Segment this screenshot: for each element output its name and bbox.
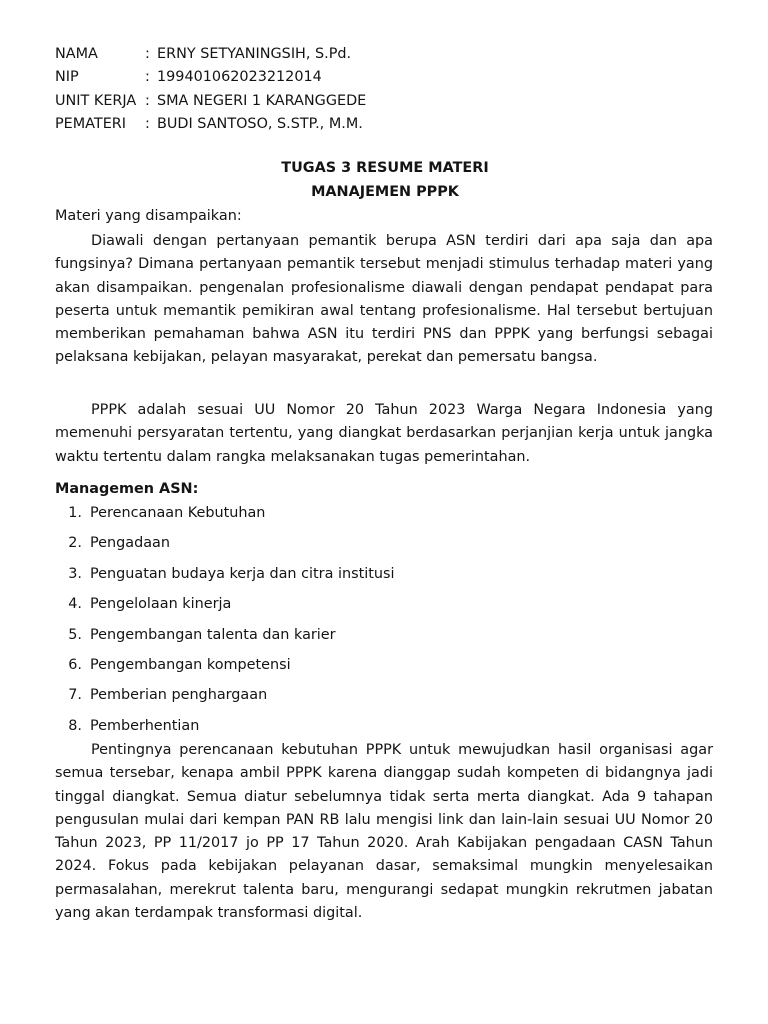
header-value: ERNY SETYANINGSIH, S.Pd. <box>157 46 352 62</box>
list-item <box>55 593 713 623</box>
list-item <box>55 654 713 684</box>
list-item <box>55 563 713 593</box>
list-item-text: Perencanaan Kebutuhan <box>90 505 266 521</box>
list-item-text: Pemberhentian <box>90 717 200 734</box>
paragraph-3: Pentingnya perencanaan kebutuhan PPPK untuk mewujudkan hasil organisasi agar semua tersebar, kenapa ambil PPPK karena dianggap sudah kompeten di bidangnya jadi tinggal diangkat. Semua diatur sebelumnya tidak serta merta diangkat. Ada 9 tahapan pengusulan mulai dari kempan PAN RB lalu mengisi link dan lain-lain sesuai UU Nomor 20 Tahun 2023, PP 11/2017 jo PP 17 Tahun 2020. Arah Kabijakan pengadaan CASN Tahun 2024. Fokus pada kebijakan pelayanan dasar, semaksimal mungkin menyelesaikan permasalahan, merekrut talenta baru, mengurangi sedapat mungkin rekrutmen jabatan yang akan terdampak transformasi digital. <box>55 742 713 922</box>
header-row-nama <box>55 43 715 66</box>
list-item-text: Pengadaan <box>90 535 170 552</box>
list-item-number: 4. <box>68 596 82 613</box>
list-item-text: Pengembangan talenta dan karier <box>90 626 336 643</box>
document-title <box>55 157 715 204</box>
paragraph-2: PPPK adalah sesuai UU Nomor 20 Tahun 2023 Warga Negara Indonesia yang memenuhi persyaratan tertentu, yang diangkat berdasarkan perjanjian kerja untuk jangka waktu tertentu dalam rangka melaksanakan tugas pemerintahan. <box>55 402 713 465</box>
header-value: SMA NEGERI 1 KARANGGEDE <box>157 92 367 109</box>
section-heading: Managemen ASN: <box>55 481 199 497</box>
header-separator: : <box>145 92 150 109</box>
header-label: NAMA <box>55 46 98 62</box>
title-line-2: MANAJEMEN PPPK <box>311 183 459 200</box>
list-item-number: 2. <box>68 535 82 552</box>
list-item-text: Pemberian penghargaan <box>90 687 268 704</box>
header-row-pemateri <box>55 113 715 136</box>
list-item <box>55 502 713 532</box>
list-item-number: 5. <box>68 626 82 643</box>
header-value: BUDI SANTOSO, S.STP., M.M. <box>157 115 363 132</box>
list-item <box>55 624 713 654</box>
list-item-number: 8. <box>68 717 82 734</box>
header-row-nip <box>55 66 715 89</box>
list-item-number: 3. <box>68 565 82 582</box>
list-item-number: 1. <box>68 505 82 521</box>
title-line-1: TUGAS 3 RESUME MATERI <box>281 160 489 176</box>
header-separator: : <box>145 46 150 62</box>
list-item-text: Penguatan budaya kerja dan citra institusi <box>90 565 395 582</box>
header-label: NIP <box>55 69 79 86</box>
list-item-number: 7. <box>68 687 82 704</box>
list-item <box>55 532 713 562</box>
list-item-text: Pengelolaan kinerja <box>90 596 232 613</box>
intro-text: Materi yang disampaikan: <box>55 208 242 224</box>
list-item <box>55 684 713 714</box>
list-item-number: 6. <box>68 656 82 673</box>
header-separator: : <box>145 69 150 86</box>
identity-header <box>55 43 715 136</box>
header-row-unit-kerja <box>55 90 715 113</box>
header-label: UNIT KERJA <box>55 92 137 109</box>
header-label: PEMATERI <box>55 115 127 132</box>
managemen-asn-list <box>55 502 713 745</box>
header-value: 199401062023212014 <box>157 69 322 86</box>
list-item-text: Pengembangan kompetensi <box>90 656 291 673</box>
paragraph-1: Diawali dengan pertanyaan pemantik berupa ASN terdiri dari apa saja dan apa fungsinya? Dimana pertanyaan pemantik tersebut menjadi stimulus terhadap materi yang akan disampaikan. pengenalan profesionalisme diawali dengan pendapat pendapat para peserta untuk memantik pemikiran awal tentang profesionalisme. Hal tersebut bertujuan memberikan pemahaman bahwa ASN itu terdiri PNS dan PPPK yang berfungsi sebagai pelaksana kebijakan, pelayan masyarakat, perekat dan pemersatu bangsa. <box>55 233 713 366</box>
header-separator: : <box>145 115 150 132</box>
